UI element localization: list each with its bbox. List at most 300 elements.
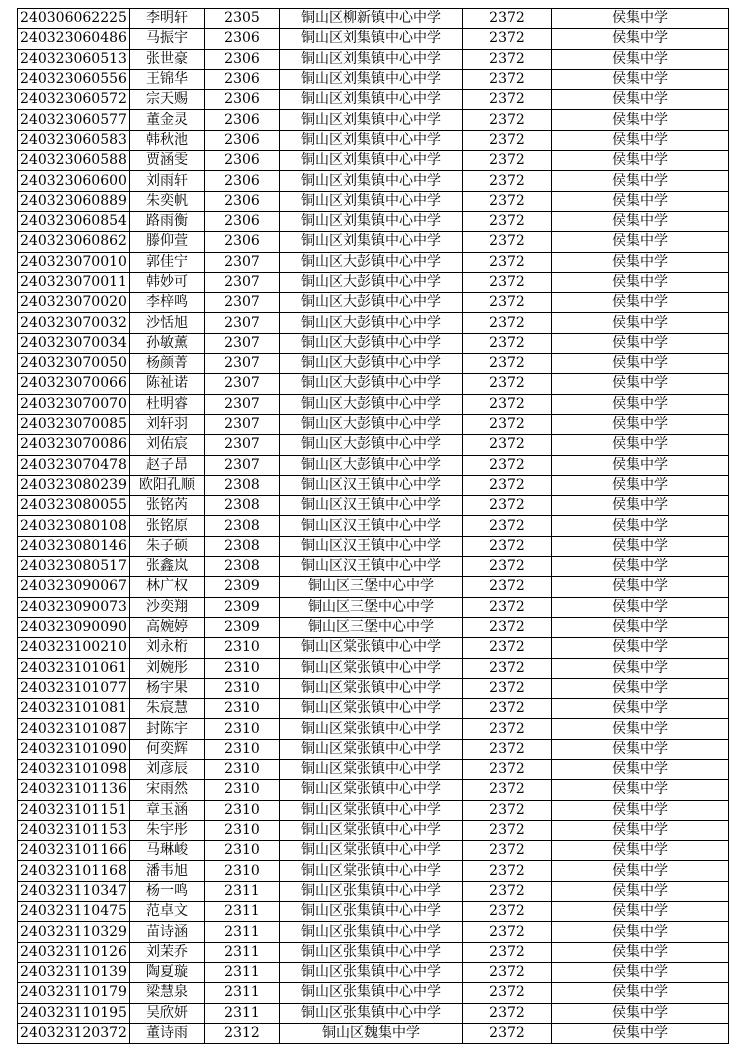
target-code-cell: 2372 <box>463 820 552 840</box>
target-school-cell: 侯集中学 <box>552 861 729 881</box>
table-row <box>18 942 729 962</box>
school-name-cell: 铜山区汉王镇中心中学 <box>280 536 463 556</box>
table-row <box>18 435 729 455</box>
target-code-cell: 2372 <box>463 962 552 982</box>
target-school-cell: 侯集中学 <box>552 151 729 171</box>
student-id-cell: 240323070011 <box>18 272 130 292</box>
school-name-cell: 铜山区棠张镇中心中学 <box>280 861 463 881</box>
student-id-cell: 240323110195 <box>18 1003 130 1023</box>
table-row <box>18 577 729 597</box>
target-school-cell: 侯集中学 <box>552 293 729 313</box>
table-row <box>18 313 729 333</box>
student-name-cell: 滕仰萱 <box>130 232 205 252</box>
school-name-cell: 铜山区大彭镇中心中学 <box>280 272 463 292</box>
student-id-cell: 240323090067 <box>18 577 130 597</box>
school-name-cell: 铜山区棠张镇中心中学 <box>280 658 463 678</box>
table-row <box>18 232 729 252</box>
student-id-cell: 240323060513 <box>18 49 130 69</box>
student-name-cell: 李明轩 <box>130 9 205 29</box>
target-school-cell: 侯集中学 <box>552 699 729 719</box>
school-name-cell: 铜山区大彭镇中心中学 <box>280 414 463 434</box>
target-code-cell: 2372 <box>463 719 552 739</box>
table-row <box>18 800 729 820</box>
table-row <box>18 110 729 130</box>
target-school-cell: 侯集中学 <box>552 110 729 130</box>
table-row <box>18 69 729 89</box>
student-table <box>17 8 729 1044</box>
school-code-cell: 2306 <box>205 90 280 110</box>
target-school-cell: 侯集中学 <box>552 252 729 272</box>
school-code-cell: 2311 <box>205 983 280 1003</box>
student-id-cell: 240323101166 <box>18 841 130 861</box>
student-id-cell: 240323101136 <box>18 780 130 800</box>
student-id-cell: 240323101087 <box>18 719 130 739</box>
student-id-cell: 240323060583 <box>18 130 130 150</box>
student-name-cell: 何奕辉 <box>130 739 205 759</box>
student-id-cell: 240323090090 <box>18 617 130 637</box>
student-name-cell: 沙恬旭 <box>130 313 205 333</box>
target-code-cell: 2372 <box>463 841 552 861</box>
table-row <box>18 881 729 901</box>
school-name-cell: 铜山区棠张镇中心中学 <box>280 678 463 698</box>
school-name-cell: 铜山区刘集镇中心中学 <box>280 29 463 49</box>
school-name-cell: 铜山区刘集镇中心中学 <box>280 232 463 252</box>
student-name-cell: 朱子硕 <box>130 536 205 556</box>
target-code-cell: 2372 <box>463 496 552 516</box>
school-name-cell: 铜山区刘集镇中心中学 <box>280 110 463 130</box>
school-code-cell: 2308 <box>205 536 280 556</box>
student-id-cell: 240323060854 <box>18 211 130 231</box>
table-row <box>18 151 729 171</box>
school-code-cell: 2310 <box>205 739 280 759</box>
student-name-cell: 刘佑宸 <box>130 435 205 455</box>
target-school-cell: 侯集中学 <box>552 435 729 455</box>
school-name-cell: 铜山区魏集中学 <box>280 1023 463 1043</box>
target-school-cell: 侯集中学 <box>552 354 729 374</box>
table-row <box>18 820 729 840</box>
target-code-cell: 2372 <box>463 151 552 171</box>
student-name-cell: 张铭原 <box>130 516 205 536</box>
school-name-cell: 铜山区刘集镇中心中学 <box>280 191 463 211</box>
school-code-cell: 2311 <box>205 922 280 942</box>
target-code-cell: 2372 <box>463 800 552 820</box>
school-name-cell: 铜山区大彭镇中心中学 <box>280 354 463 374</box>
target-code-cell: 2372 <box>463 354 552 374</box>
target-code-cell: 2372 <box>463 414 552 434</box>
student-name-cell: 杨颜菁 <box>130 354 205 374</box>
student-id-cell: 240323070050 <box>18 354 130 374</box>
target-code-cell: 2372 <box>463 780 552 800</box>
table-row <box>18 759 729 779</box>
target-code-cell: 2372 <box>463 942 552 962</box>
student-name-cell: 范卓文 <box>130 902 205 922</box>
table-row <box>18 29 729 49</box>
target-school-cell: 侯集中学 <box>552 333 729 353</box>
school-code-cell: 2307 <box>205 354 280 374</box>
table-row <box>18 455 729 475</box>
table-row <box>18 861 729 881</box>
school-name-cell: 铜山区张集镇中心中学 <box>280 902 463 922</box>
student-table-body <box>18 9 729 1044</box>
table-row <box>18 333 729 353</box>
student-id-cell: 240323101151 <box>18 800 130 820</box>
school-name-cell: 铜山区大彭镇中心中学 <box>280 394 463 414</box>
student-id-cell: 240323060556 <box>18 69 130 89</box>
student-id-cell: 240323060862 <box>18 232 130 252</box>
student-id-cell: 240323070478 <box>18 455 130 475</box>
target-code-cell: 2372 <box>463 557 552 577</box>
student-name-cell: 朱宸慧 <box>130 699 205 719</box>
target-school-cell: 侯集中学 <box>552 881 729 901</box>
school-code-cell: 2307 <box>205 374 280 394</box>
student-name-cell: 高婉婷 <box>130 617 205 637</box>
student-name-cell: 潘韦旭 <box>130 861 205 881</box>
target-code-cell: 2372 <box>463 293 552 313</box>
student-id-cell: 240323060588 <box>18 151 130 171</box>
target-school-cell: 侯集中学 <box>552 800 729 820</box>
school-code-cell: 2310 <box>205 861 280 881</box>
school-code-cell: 2307 <box>205 293 280 313</box>
target-code-cell: 2372 <box>463 922 552 942</box>
school-code-cell: 2310 <box>205 759 280 779</box>
target-code-cell: 2372 <box>463 171 552 191</box>
student-id-cell: 240323060600 <box>18 171 130 191</box>
student-name-cell: 梁慧泉 <box>130 983 205 1003</box>
student-name-cell: 张铭芮 <box>130 496 205 516</box>
target-school-cell: 侯集中学 <box>552 962 729 982</box>
target-code-cell: 2372 <box>463 374 552 394</box>
target-school-cell: 侯集中学 <box>552 658 729 678</box>
target-school-cell: 侯集中学 <box>552 394 729 414</box>
table-row <box>18 922 729 942</box>
school-code-cell: 2308 <box>205 557 280 577</box>
student-id-cell: 240323101061 <box>18 658 130 678</box>
target-school-cell: 侯集中学 <box>552 211 729 231</box>
school-name-cell: 铜山区汉王镇中心中学 <box>280 516 463 536</box>
target-code-cell: 2372 <box>463 130 552 150</box>
student-id-cell: 240323110475 <box>18 902 130 922</box>
school-code-cell: 2306 <box>205 29 280 49</box>
target-school-cell: 侯集中学 <box>552 191 729 211</box>
student-name-cell: 张世豪 <box>130 49 205 69</box>
student-id-cell: 240323060572 <box>18 90 130 110</box>
table-row <box>18 678 729 698</box>
school-code-cell: 2311 <box>205 942 280 962</box>
school-name-cell: 铜山区棠张镇中心中学 <box>280 759 463 779</box>
student-name-cell: 宋雨然 <box>130 780 205 800</box>
table-row <box>18 374 729 394</box>
target-code-cell: 2372 <box>463 232 552 252</box>
target-school-cell: 侯集中学 <box>552 841 729 861</box>
school-name-cell: 铜山区棠张镇中心中学 <box>280 719 463 739</box>
target-school-cell: 侯集中学 <box>552 780 729 800</box>
student-id-cell: 240323110329 <box>18 922 130 942</box>
table-row <box>18 90 729 110</box>
target-school-cell: 侯集中学 <box>552 29 729 49</box>
target-school-cell: 侯集中学 <box>552 597 729 617</box>
school-name-cell: 铜山区棠张镇中心中学 <box>280 820 463 840</box>
table-row <box>18 962 729 982</box>
target-code-cell: 2372 <box>463 699 552 719</box>
student-id-cell: 240323060486 <box>18 29 130 49</box>
student-id-cell: 240323110126 <box>18 942 130 962</box>
student-name-cell: 韩秋池 <box>130 130 205 150</box>
target-code-cell: 2372 <box>463 252 552 272</box>
target-school-cell: 侯集中学 <box>552 496 729 516</box>
target-code-cell: 2372 <box>463 536 552 556</box>
student-id-cell: 240323080239 <box>18 475 130 495</box>
table-row <box>18 496 729 516</box>
student-id-cell: 240323070032 <box>18 313 130 333</box>
school-name-cell: 铜山区张集镇中心中学 <box>280 962 463 982</box>
school-code-cell: 2309 <box>205 597 280 617</box>
student-id-cell: 240323070066 <box>18 374 130 394</box>
school-code-cell: 2309 <box>205 617 280 637</box>
student-id-cell: 240323110139 <box>18 962 130 982</box>
school-code-cell: 2307 <box>205 435 280 455</box>
student-name-cell: 章玉涵 <box>130 800 205 820</box>
student-name-cell: 刘雨轩 <box>130 171 205 191</box>
target-school-cell: 侯集中学 <box>552 617 729 637</box>
target-school-cell: 侯集中学 <box>552 313 729 333</box>
student-name-cell: 刘茉乔 <box>130 942 205 962</box>
school-code-cell: 2307 <box>205 333 280 353</box>
target-code-cell: 2372 <box>463 1003 552 1023</box>
student-id-cell: 240323070020 <box>18 293 130 313</box>
target-school-cell: 侯集中学 <box>552 272 729 292</box>
school-name-cell: 铜山区大彭镇中心中学 <box>280 293 463 313</box>
school-name-cell: 铜山区汉王镇中心中学 <box>280 496 463 516</box>
student-name-cell: 刘轩羽 <box>130 414 205 434</box>
school-code-cell: 2306 <box>205 69 280 89</box>
target-school-cell: 侯集中学 <box>552 983 729 1003</box>
target-school-cell: 侯集中学 <box>552 577 729 597</box>
school-name-cell: 铜山区三堡中心中学 <box>280 597 463 617</box>
target-school-cell: 侯集中学 <box>552 820 729 840</box>
school-name-cell: 铜山区张集镇中心中学 <box>280 1003 463 1023</box>
table-row <box>18 597 729 617</box>
table-row <box>18 130 729 150</box>
school-name-cell: 铜山区大彭镇中心中学 <box>280 374 463 394</box>
table-row <box>18 191 729 211</box>
student-id-cell: 240323080055 <box>18 496 130 516</box>
school-code-cell: 2309 <box>205 577 280 597</box>
school-name-cell: 铜山区棠张镇中心中学 <box>280 800 463 820</box>
table-row <box>18 617 729 637</box>
table-row <box>18 211 729 231</box>
student-name-cell: 欧阳孔顺 <box>130 475 205 495</box>
school-name-cell: 铜山区大彭镇中心中学 <box>280 252 463 272</box>
school-code-cell: 2307 <box>205 252 280 272</box>
school-code-cell: 2306 <box>205 171 280 191</box>
target-school-cell: 侯集中学 <box>552 130 729 150</box>
school-code-cell: 2310 <box>205 780 280 800</box>
target-code-cell: 2372 <box>463 475 552 495</box>
school-code-cell: 2311 <box>205 962 280 982</box>
student-id-cell: 240323070085 <box>18 414 130 434</box>
target-school-cell: 侯集中学 <box>552 1003 729 1023</box>
target-school-cell: 侯集中学 <box>552 739 729 759</box>
school-code-cell: 2310 <box>205 638 280 658</box>
student-name-cell: 沙奕翔 <box>130 597 205 617</box>
school-code-cell: 2310 <box>205 820 280 840</box>
table-row <box>18 780 729 800</box>
student-name-cell: 董诗雨 <box>130 1023 205 1043</box>
student-name-cell: 苗诗涵 <box>130 922 205 942</box>
school-name-cell: 铜山区三堡中心中学 <box>280 617 463 637</box>
target-code-cell: 2372 <box>463 211 552 231</box>
target-code-cell: 2372 <box>463 759 552 779</box>
target-school-cell: 侯集中学 <box>552 942 729 962</box>
student-id-cell: 240323080108 <box>18 516 130 536</box>
student-id-cell: 240323070086 <box>18 435 130 455</box>
student-name-cell: 林广权 <box>130 577 205 597</box>
school-code-cell: 2310 <box>205 800 280 820</box>
school-name-cell: 铜山区汉王镇中心中学 <box>280 557 463 577</box>
student-name-cell: 杜明睿 <box>130 394 205 414</box>
target-school-cell: 侯集中学 <box>552 1023 729 1043</box>
target-school-cell: 侯集中学 <box>552 902 729 922</box>
target-code-cell: 2372 <box>463 617 552 637</box>
target-school-cell: 侯集中学 <box>552 557 729 577</box>
school-code-cell: 2307 <box>205 272 280 292</box>
student-id-cell: 240323070010 <box>18 252 130 272</box>
student-id-cell: 240323060577 <box>18 110 130 130</box>
target-code-cell: 2372 <box>463 29 552 49</box>
table-row <box>18 354 729 374</box>
school-name-cell: 铜山区大彭镇中心中学 <box>280 333 463 353</box>
target-code-cell: 2372 <box>463 9 552 29</box>
school-code-cell: 2308 <box>205 475 280 495</box>
school-code-cell: 2306 <box>205 151 280 171</box>
target-school-cell: 侯集中学 <box>552 678 729 698</box>
student-id-cell: 240323070070 <box>18 394 130 414</box>
school-name-cell: 铜山区张集镇中心中学 <box>280 922 463 942</box>
school-name-cell: 铜山区大彭镇中心中学 <box>280 455 463 475</box>
student-id-cell: 240323090073 <box>18 597 130 617</box>
table-row <box>18 516 729 536</box>
student-id-cell: 240323101098 <box>18 759 130 779</box>
student-name-cell: 韩妙可 <box>130 272 205 292</box>
student-name-cell: 王锦华 <box>130 69 205 89</box>
target-code-cell: 2372 <box>463 902 552 922</box>
school-code-cell: 2310 <box>205 678 280 698</box>
target-code-cell: 2372 <box>463 658 552 678</box>
target-school-cell: 侯集中学 <box>552 922 729 942</box>
target-school-cell: 侯集中学 <box>552 374 729 394</box>
student-name-cell: 宗天赐 <box>130 90 205 110</box>
school-name-cell: 铜山区刘集镇中心中学 <box>280 130 463 150</box>
school-name-cell: 铜山区张集镇中心中学 <box>280 942 463 962</box>
school-code-cell: 2311 <box>205 1003 280 1023</box>
school-code-cell: 2307 <box>205 455 280 475</box>
target-code-cell: 2372 <box>463 110 552 130</box>
table-row <box>18 293 729 313</box>
student-name-cell: 刘永桁 <box>130 638 205 658</box>
school-name-cell: 铜山区刘集镇中心中学 <box>280 171 463 191</box>
school-code-cell: 2306 <box>205 191 280 211</box>
school-code-cell: 2308 <box>205 496 280 516</box>
school-name-cell: 铜山区柳新镇中心中学 <box>280 9 463 29</box>
school-code-cell: 2306 <box>205 130 280 150</box>
student-id-cell: 240306062225 <box>18 9 130 29</box>
target-code-cell: 2372 <box>463 678 552 698</box>
student-name-cell: 马振宇 <box>130 29 205 49</box>
student-id-cell: 240323110347 <box>18 881 130 901</box>
table-row <box>18 638 729 658</box>
student-name-cell: 陶夏璇 <box>130 962 205 982</box>
school-name-cell: 铜山区棠张镇中心中学 <box>280 638 463 658</box>
target-code-cell: 2372 <box>463 394 552 414</box>
student-name-cell: 郭佳宁 <box>130 252 205 272</box>
target-school-cell: 侯集中学 <box>552 719 729 739</box>
table-row <box>18 252 729 272</box>
student-name-cell: 孙敏薰 <box>130 333 205 353</box>
target-school-cell: 侯集中学 <box>552 69 729 89</box>
table-row <box>18 658 729 678</box>
student-id-cell: 240323100210 <box>18 638 130 658</box>
target-code-cell: 2372 <box>463 455 552 475</box>
school-code-cell: 2306 <box>205 211 280 231</box>
student-id-cell: 240323101090 <box>18 739 130 759</box>
school-name-cell: 铜山区刘集镇中心中学 <box>280 151 463 171</box>
student-name-cell: 刘彦辰 <box>130 759 205 779</box>
target-code-cell: 2372 <box>463 516 552 536</box>
school-name-cell: 铜山区刘集镇中心中学 <box>280 69 463 89</box>
student-id-cell: 240323070034 <box>18 333 130 353</box>
student-name-cell: 吴欣妍 <box>130 1003 205 1023</box>
school-name-cell: 铜山区大彭镇中心中学 <box>280 435 463 455</box>
school-code-cell: 2312 <box>205 1023 280 1043</box>
target-code-cell: 2372 <box>463 983 552 1003</box>
target-code-cell: 2372 <box>463 881 552 901</box>
school-name-cell: 铜山区刘集镇中心中学 <box>280 211 463 231</box>
school-name-cell: 铜山区汉王镇中心中学 <box>280 475 463 495</box>
table-row <box>18 1003 729 1023</box>
target-code-cell: 2372 <box>463 90 552 110</box>
student-name-cell: 杨宇果 <box>130 678 205 698</box>
table-row <box>18 9 729 29</box>
student-id-cell: 240323080146 <box>18 536 130 556</box>
target-code-cell: 2372 <box>463 49 552 69</box>
table-row <box>18 739 729 759</box>
table-row <box>18 983 729 1003</box>
table-row <box>18 1023 729 1043</box>
student-name-cell: 朱奕帆 <box>130 191 205 211</box>
target-school-cell: 侯集中学 <box>552 759 729 779</box>
target-code-cell: 2372 <box>463 1023 552 1043</box>
school-name-cell: 铜山区张集镇中心中学 <box>280 881 463 901</box>
student-id-cell: 240323110179 <box>18 983 130 1003</box>
target-code-cell: 2372 <box>463 861 552 881</box>
school-code-cell: 2306 <box>205 49 280 69</box>
target-school-cell: 侯集中学 <box>552 536 729 556</box>
student-name-cell: 朱宇彤 <box>130 820 205 840</box>
school-name-cell: 铜山区刘集镇中心中学 <box>280 49 463 69</box>
student-name-cell: 陈祉诺 <box>130 374 205 394</box>
school-name-cell: 铜山区刘集镇中心中学 <box>280 90 463 110</box>
student-id-cell: 240323120372 <box>18 1023 130 1043</box>
table-row <box>18 841 729 861</box>
table-row <box>18 536 729 556</box>
school-code-cell: 2311 <box>205 881 280 901</box>
school-code-cell: 2307 <box>205 414 280 434</box>
student-id-cell: 240323101081 <box>18 699 130 719</box>
table-row <box>18 171 729 191</box>
school-code-cell: 2307 <box>205 313 280 333</box>
school-code-cell: 2306 <box>205 110 280 130</box>
student-id-cell: 240323101168 <box>18 861 130 881</box>
